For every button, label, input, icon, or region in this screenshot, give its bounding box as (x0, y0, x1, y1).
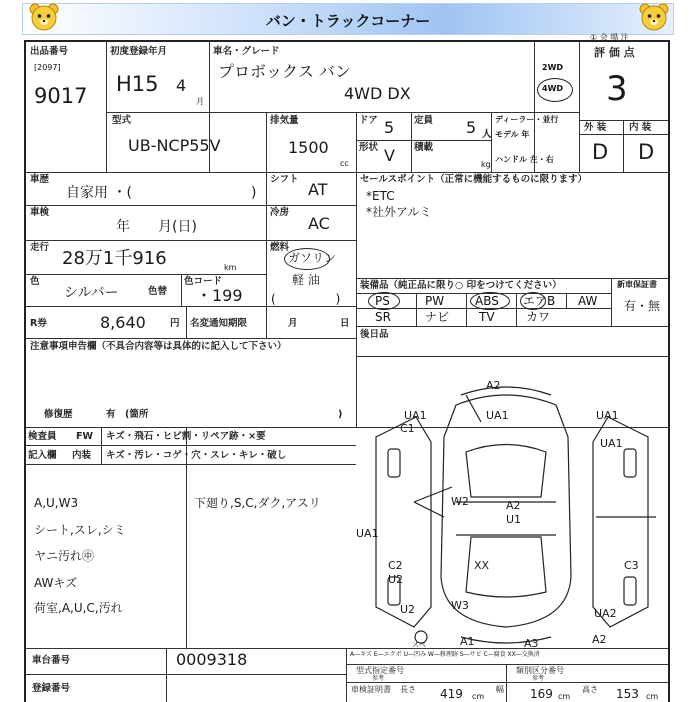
equip-ps: PS (375, 294, 390, 308)
mark-w2: W2 (451, 495, 469, 508)
repair-value: 有 (箇所 (106, 409, 149, 420)
length: 419 (440, 687, 463, 701)
yen-unit: 円 (170, 318, 180, 329)
length-cm: cm (472, 692, 485, 701)
check-line-1: キズ・飛石・ヒビ割・リペア跡・×要 (106, 431, 266, 442)
interior-label: 内装 (72, 450, 92, 461)
first-reg-label: 初度登録年月 (110, 46, 168, 57)
equip-airbag: エアB (523, 294, 556, 308)
inspect-value: 年 月(日) (116, 219, 197, 235)
equip-ps-circle-icon (368, 292, 400, 310)
notes-label: 注意事項申告欄（不具合内容等は具体的に記入して下さい） (30, 341, 287, 352)
equip-aw: AW (578, 294, 598, 308)
type-label: 型式 (112, 115, 132, 126)
fw-label: FW (76, 431, 93, 442)
width: 169 (530, 687, 553, 701)
record-label: 記入欄 (28, 450, 57, 461)
width-label: 幅 (496, 685, 504, 694)
header-banner (22, 3, 674, 35)
wheel-fl (388, 449, 400, 477)
mark-u2: U2 (388, 573, 404, 586)
load-label: 積載 (414, 142, 434, 153)
inspection-cert-label: 車検証明書 (351, 685, 391, 694)
fuel-label: 燃料 (270, 242, 290, 253)
ac-label: 冷房 (270, 207, 290, 218)
mark-ua1-2: UA1 (486, 409, 509, 422)
color: シルバー (64, 285, 119, 301)
note-side: 下廻り,S,C,ダク,アスリ (194, 496, 321, 510)
note-line-5: 荷室,A,U,C,汚れ (34, 601, 123, 615)
mark-a2-top: A2 (486, 379, 501, 392)
ext-label: 外 装 (584, 122, 607, 133)
car-left-side (376, 417, 431, 627)
fuel-paren: ( ) (271, 292, 341, 306)
width-cm: cm (558, 692, 571, 701)
equip-tv: TV (479, 310, 495, 324)
equip-sr: SR (375, 310, 391, 324)
twowd-label: 2WD (542, 63, 564, 72)
check-line-2: キズ・汚レ・コゲ・穴・スレ・キレ・破し (106, 450, 287, 461)
sales-point-1: *ETC (366, 189, 395, 203)
mark-ua2: UA2 (594, 607, 617, 620)
lot-number: 9017 (34, 84, 88, 108)
use-close: ) (251, 185, 257, 201)
chassis-number: 0009318 (176, 650, 248, 669)
equip-pw: PW (425, 294, 445, 308)
fuel-diesel: 軽 油 (292, 273, 320, 287)
km-unit: km (224, 263, 237, 272)
shift: AT (308, 180, 328, 199)
color-code: ・199 (196, 286, 243, 305)
shape: V (384, 146, 395, 165)
ext-grade: D (592, 140, 609, 164)
handle-label: ハンドル 左・右 (495, 155, 554, 164)
equip-abs-circle-icon (470, 292, 510, 310)
note-line-4: AWキズ (34, 576, 78, 590)
length-label: 長さ (400, 685, 416, 694)
ac: AC (308, 214, 330, 233)
equip-airbag-circle-icon (520, 292, 546, 310)
use-label: 車歴 (30, 174, 50, 185)
bear-mascot-right-icon (638, 1, 670, 33)
class-label: 類別区分番号 (516, 666, 564, 675)
disp-label: 排気量 (270, 115, 299, 126)
auction-sheet (24, 40, 670, 702)
after-label: 後日品 (360, 329, 389, 340)
mark-u1: U1 (506, 513, 522, 526)
capacity-unit: 人 (482, 129, 492, 140)
ref-label-1: 参考 (372, 675, 385, 682)
car-damage-diagram (356, 377, 668, 647)
int-grade: D (638, 140, 655, 164)
lot-label: 出品番号 (30, 46, 69, 57)
note-line-2: シート,スレ,シミ (34, 523, 126, 537)
grade: 4WD DX (344, 84, 411, 103)
mark-ua1-1: UA1 (404, 409, 427, 422)
mark-c1: C1 (400, 422, 415, 435)
formal-type-label: 型式指定番号 (356, 666, 404, 675)
color-code-label: 色コード (184, 276, 223, 287)
mark-c2: C2 (388, 559, 403, 572)
color-label: 色 (30, 276, 40, 287)
inspect-label: 車検 (30, 207, 50, 218)
repair-label: 修復歴 (44, 409, 73, 420)
note-line-3: ヤニ汚れ㊥ (34, 549, 95, 563)
page-title: バン・トラックコーナー (265, 12, 431, 30)
sales-point-2: *社外アルミ (366, 205, 432, 219)
ref-label-2: 参考 (532, 675, 545, 682)
height: 153 (616, 687, 639, 701)
mark-a1: A1 (460, 635, 475, 647)
name-change-day: 日 (340, 318, 350, 329)
repair-close: ) (338, 409, 343, 420)
mark-w3: W3 (451, 599, 469, 612)
car-windshield (466, 445, 546, 498)
wheel-rr (624, 577, 636, 605)
mark-xx: XX (474, 559, 490, 572)
chassis-label: 車台番号 (32, 655, 71, 666)
mark-a2-bottom: A2 (592, 633, 607, 646)
equip-navi: ナビ (425, 310, 450, 324)
damage-legend: A―キズ E―エクボ U―凹み W―修理跡 S―サビ C―腐食 XX―交換済 (350, 651, 540, 658)
mark-c3: C3 (624, 559, 639, 572)
mark-a3: A3 (524, 637, 539, 647)
capacity: 5 (466, 118, 477, 137)
model-name: プロボックス バン (218, 62, 351, 81)
cc-unit: cc (340, 159, 349, 168)
model-year-label: モデル 年 (495, 130, 530, 139)
height-cm: cm (646, 692, 659, 701)
fuel-gasoline: ガソリン (288, 251, 337, 265)
lot-small: [2097] (34, 63, 61, 72)
cut-top-text: ① 会 場 注 (590, 33, 629, 42)
door-label: ドア (359, 115, 378, 126)
name-label: 車名・グレード (213, 46, 280, 57)
first-reg-era: H15 (116, 72, 159, 96)
mark-spare: スペ (412, 641, 426, 647)
wheel-fr (624, 449, 636, 477)
model-type: UB-NCP55V (128, 136, 221, 155)
mark-a2-mid: A2 (506, 499, 521, 512)
dealer-label: ディーラー・並行 (495, 115, 559, 124)
displacement: 1500 (288, 138, 329, 157)
inspector-label: 検査員 (28, 431, 57, 442)
mileage: 28万1千916 (62, 248, 167, 269)
int-label: 内 装 (629, 122, 652, 133)
shape-label: 形状 (359, 142, 379, 153)
mark-ua1-5: UA1 (356, 527, 379, 540)
mark-u2-b: U2 (400, 603, 416, 616)
kg-unit: kg (481, 160, 491, 169)
score: 3 (606, 69, 628, 109)
bear-mascot-left-icon (28, 1, 60, 33)
use-value: 自家用 ・( (66, 185, 132, 201)
color-change-label: 色替 (148, 286, 168, 297)
recycle-amount: 8,640 (100, 313, 146, 332)
first-reg-month: 4 (176, 76, 187, 95)
note-line-1: A,U,W3 (34, 496, 79, 510)
recycle-label: R券 (30, 318, 47, 329)
name-change-label: 名変通知期限 (190, 318, 248, 329)
reg-label: 登録番号 (32, 683, 71, 694)
mileage-label: 走行 (30, 242, 50, 253)
equip-leather: カワ (526, 310, 551, 324)
warranty-value: 有・無 (624, 299, 661, 313)
name-change-month: 月 (288, 318, 298, 329)
height-label: 高さ (582, 685, 598, 694)
warranty-label: 新車保証書 (617, 280, 657, 289)
sales-label: セールスポイント（正常に機能するものに限ります） (360, 174, 588, 185)
mark-ua1-3: UA1 (596, 409, 619, 422)
equip-label: 装備品（純正品に限り○ 印をつけてください） (360, 280, 562, 291)
month-unit: 月 (196, 97, 204, 106)
mark-ua1-4: UA1 (600, 437, 623, 450)
equip-abs: ABS (475, 294, 499, 308)
capacity-label: 定員 (414, 115, 434, 126)
shift-label: シフト (270, 174, 299, 185)
doors: 5 (384, 118, 395, 137)
score-label: 評 価 点 (594, 46, 635, 59)
fourwd-label: 4WD (542, 84, 564, 93)
